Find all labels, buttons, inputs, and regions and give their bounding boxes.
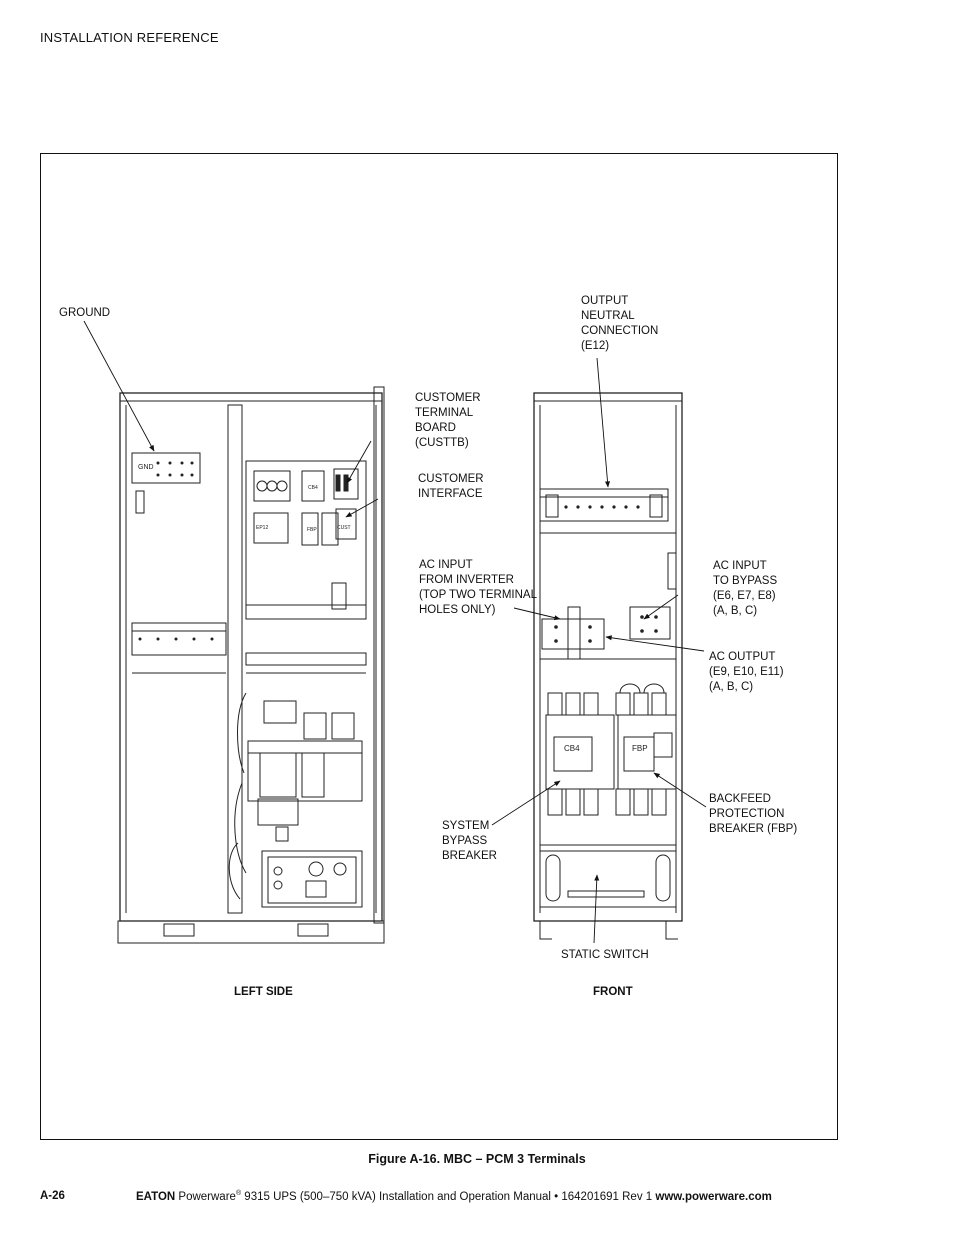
callout-line: BYPASS — [442, 835, 488, 847]
page-number: A-26 — [40, 1190, 65, 1202]
callout-customer-interface — [418, 472, 484, 502]
callout-line: TO BYPASS — [713, 575, 778, 587]
callout-line: BREAKER — [442, 850, 497, 862]
callout-static-switch: STATIC SWITCH — [561, 949, 649, 961]
view-label-left-side: LEFT SIDE — [234, 986, 293, 998]
callout-line: NEUTRAL — [581, 310, 635, 322]
callout-line: SYSTEM — [442, 820, 490, 832]
callout-line: (E6, E7, E8) — [713, 590, 776, 602]
callout-line: BREAKER (FBP) — [709, 823, 798, 835]
fbp-breaker-label: FBP — [632, 744, 648, 753]
left-side-cabinet — [118, 387, 384, 943]
callout-output-neutral — [581, 294, 658, 354]
callout-line: (A, B, C) — [709, 681, 754, 693]
callout-line: AC INPUT — [713, 560, 767, 572]
callout-ground: GROUND — [59, 307, 111, 319]
footer-title: 9315 UPS (500–750 kVA) Installation and Operation Manual • 164201691 Rev 1 — [241, 1190, 656, 1203]
callout-line: (CUSTTB) — [415, 437, 469, 449]
cust-label: CUST — [337, 525, 351, 531]
callout-ac-output — [709, 650, 784, 695]
footer-brand: EATON — [136, 1190, 176, 1203]
callout-line: BOARD — [415, 422, 456, 434]
callout-line: OUTPUT — [581, 295, 629, 307]
gnd-label: GND — [138, 464, 154, 471]
front-cabinet — [534, 393, 682, 939]
callout-line: (A, B, C) — [713, 605, 758, 617]
figure-drawing — [40, 153, 838, 1140]
callout-line: (E12) — [581, 340, 610, 352]
callout-line: (E9, E10, E11) — [709, 666, 784, 678]
cb4-breaker-label: CB4 — [564, 744, 580, 753]
callout-line: FROM INVERTER — [419, 574, 514, 586]
callout-ac-input-inverter — [419, 558, 537, 618]
footer-url[interactable]: www.powerware.com — [655, 1190, 772, 1203]
callout-line: (TOP TWO TERMINAL — [419, 589, 537, 601]
fbp-small-label: FBP — [307, 527, 317, 533]
leader-lines — [84, 321, 706, 943]
callout-line: INTERFACE — [418, 488, 483, 500]
callout-line: HOLES ONLY) — [419, 604, 496, 616]
view-label-front: FRONT — [593, 986, 633, 998]
page-footer — [136, 1190, 772, 1203]
callout-line: CUSTOMER — [418, 473, 484, 485]
left-side-fastener-dots — [139, 462, 214, 641]
cb4-small-label: CB4 — [308, 485, 318, 491]
callout-custtb — [415, 391, 481, 451]
callout-line: CUSTOMER — [415, 392, 481, 404]
callout-system-bypass — [442, 819, 497, 864]
footer-registered-mark: ® — [235, 1190, 242, 1197]
callout-line: AC INPUT — [419, 559, 473, 571]
callout-line: TERMINAL — [415, 407, 474, 419]
callout-line: BACKFEED — [709, 793, 771, 805]
front-fastener-dots — [554, 505, 658, 642]
figure-caption: Figure A-16. MBC – PCM 3 Terminals — [368, 1152, 586, 1166]
footer-product: Powerware — [178, 1190, 236, 1203]
callout-line: AC OUTPUT — [709, 651, 776, 663]
ep12-label: EP12 — [256, 525, 269, 531]
callout-line: CONNECTION — [581, 325, 659, 337]
page-header: INSTALLATION REFERENCE — [40, 30, 219, 45]
callout-backfeed — [709, 792, 797, 837]
callout-ac-input-bypass — [713, 559, 777, 619]
callout-line: PROTECTION — [709, 808, 785, 820]
